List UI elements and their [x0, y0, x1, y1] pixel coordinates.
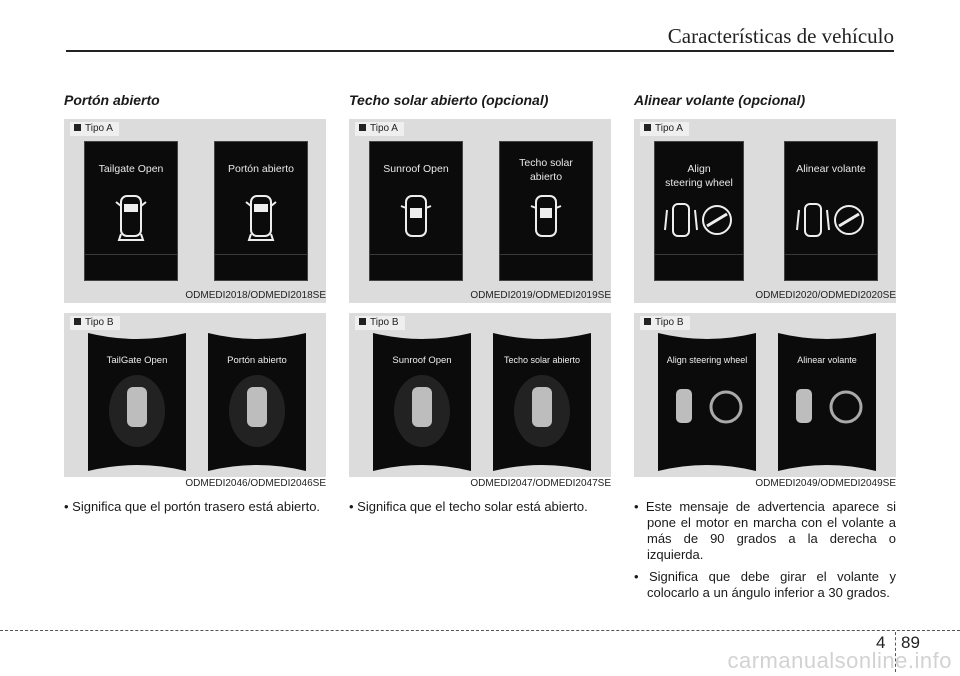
section-align-steering: [634, 92, 896, 491]
type-a-label: Tipo A: [355, 122, 404, 136]
footer-rule: [0, 630, 960, 631]
cluster-screen-es: [499, 141, 593, 281]
section-title: Techo solar abierto (opcional): [349, 92, 549, 108]
section-title: Portón abierto: [64, 92, 160, 108]
type-a-label: Tipo A: [70, 122, 119, 136]
bullet-list-sunroof: [349, 499, 611, 521]
type-b-label: Tipo B: [70, 316, 120, 330]
chapter-number: 4: [876, 633, 886, 652]
screen-message: TailGate Open: [106, 355, 168, 366]
section-tailgate: [64, 92, 326, 491]
cluster-screen-en: [654, 141, 744, 281]
bullet-item: • Este mensaje de advertencia aparece si pone el motor en marcha con el volante a más de 90 grados a la derecha o izquierda.: [634, 499, 896, 562]
type-b-label: Tipo B: [355, 316, 405, 330]
bullet-list-tailgate: [64, 499, 326, 521]
figure-code: ODMEDI2018/ODMEDI2018SE: [185, 290, 326, 301]
cluster-screen-en: [84, 141, 178, 281]
curved-cluster-screens: [84, 329, 310, 475]
bullet-item: • Significa que el techo solar está abierto.: [349, 499, 588, 514]
curved-cluster-screens: [654, 329, 880, 475]
steering-wheel-warning-icon: [663, 198, 735, 242]
screen-message: Techo solar: [519, 157, 573, 169]
screen-message: Align steering wheel: [666, 355, 748, 365]
bullet-list-steering: [634, 499, 896, 607]
screen-message: steering wheel: [665, 177, 733, 189]
figure-type-b: [64, 313, 326, 477]
screen-message: Sunroof Open: [383, 163, 449, 175]
curved-cluster-screens: [369, 329, 595, 475]
section-title: Alinear volante (opcional): [634, 92, 806, 108]
header-rule: [66, 50, 894, 52]
figure-type-a: [349, 119, 611, 303]
screen-message: Portón abierto: [228, 163, 294, 175]
car-tailgate-open-icon: [243, 190, 279, 242]
screen-message: Alinear volante: [797, 355, 857, 365]
car-sunroof-open-icon: [398, 190, 434, 242]
figure-code: ODMEDI2020/ODMEDI2020SE: [755, 290, 896, 301]
figure-type-b: [634, 313, 896, 477]
screen-message: Tailgate Open: [98, 163, 164, 175]
car-sunroof-open-icon: [528, 190, 564, 242]
type-a-label: Tipo A: [640, 122, 689, 136]
figure-code: ODMEDI2046/ODMEDI2046SE: [185, 478, 326, 489]
car-tailgate-open-icon: [113, 190, 149, 242]
figure-code: ODMEDI2047/ODMEDI2047SE: [470, 478, 611, 489]
bullet-item: • Significa que el portón trasero está abierto.: [64, 499, 321, 514]
figure-type-a: [634, 119, 896, 303]
screen-message: Alinear volante: [796, 163, 866, 175]
screen-message: Portón abierto: [227, 355, 287, 366]
screen-message: Techo solar abierto: [503, 355, 581, 365]
figure-type-b: [349, 313, 611, 477]
chapter-title: Características de vehículo: [667, 24, 894, 48]
screen-message: abierto: [529, 171, 563, 183]
watermark: carmanualsonline.info: [727, 648, 952, 673]
figure-code: ODMEDI2049/ODMEDI2049SE: [755, 478, 896, 489]
section-sunroof: [349, 92, 611, 491]
cluster-screen-es: [214, 141, 308, 281]
type-b-label: Tipo B: [640, 316, 690, 330]
page-number: 89: [901, 633, 920, 652]
figure-type-a: [64, 119, 326, 303]
steering-wheel-warning-icon: [795, 198, 867, 242]
cluster-screen-en: [369, 141, 463, 281]
figure-code: ODMEDI2019/ODMEDI2019SE: [470, 290, 611, 301]
screen-message: Sunroof Open: [392, 355, 452, 366]
screen-message: Align: [687, 163, 711, 175]
cluster-screen-es: [784, 141, 878, 281]
bullet-item: • Significa que debe girar el volante y colocarlo a un ángulo inferior a 30 grados.: [634, 569, 896, 600]
